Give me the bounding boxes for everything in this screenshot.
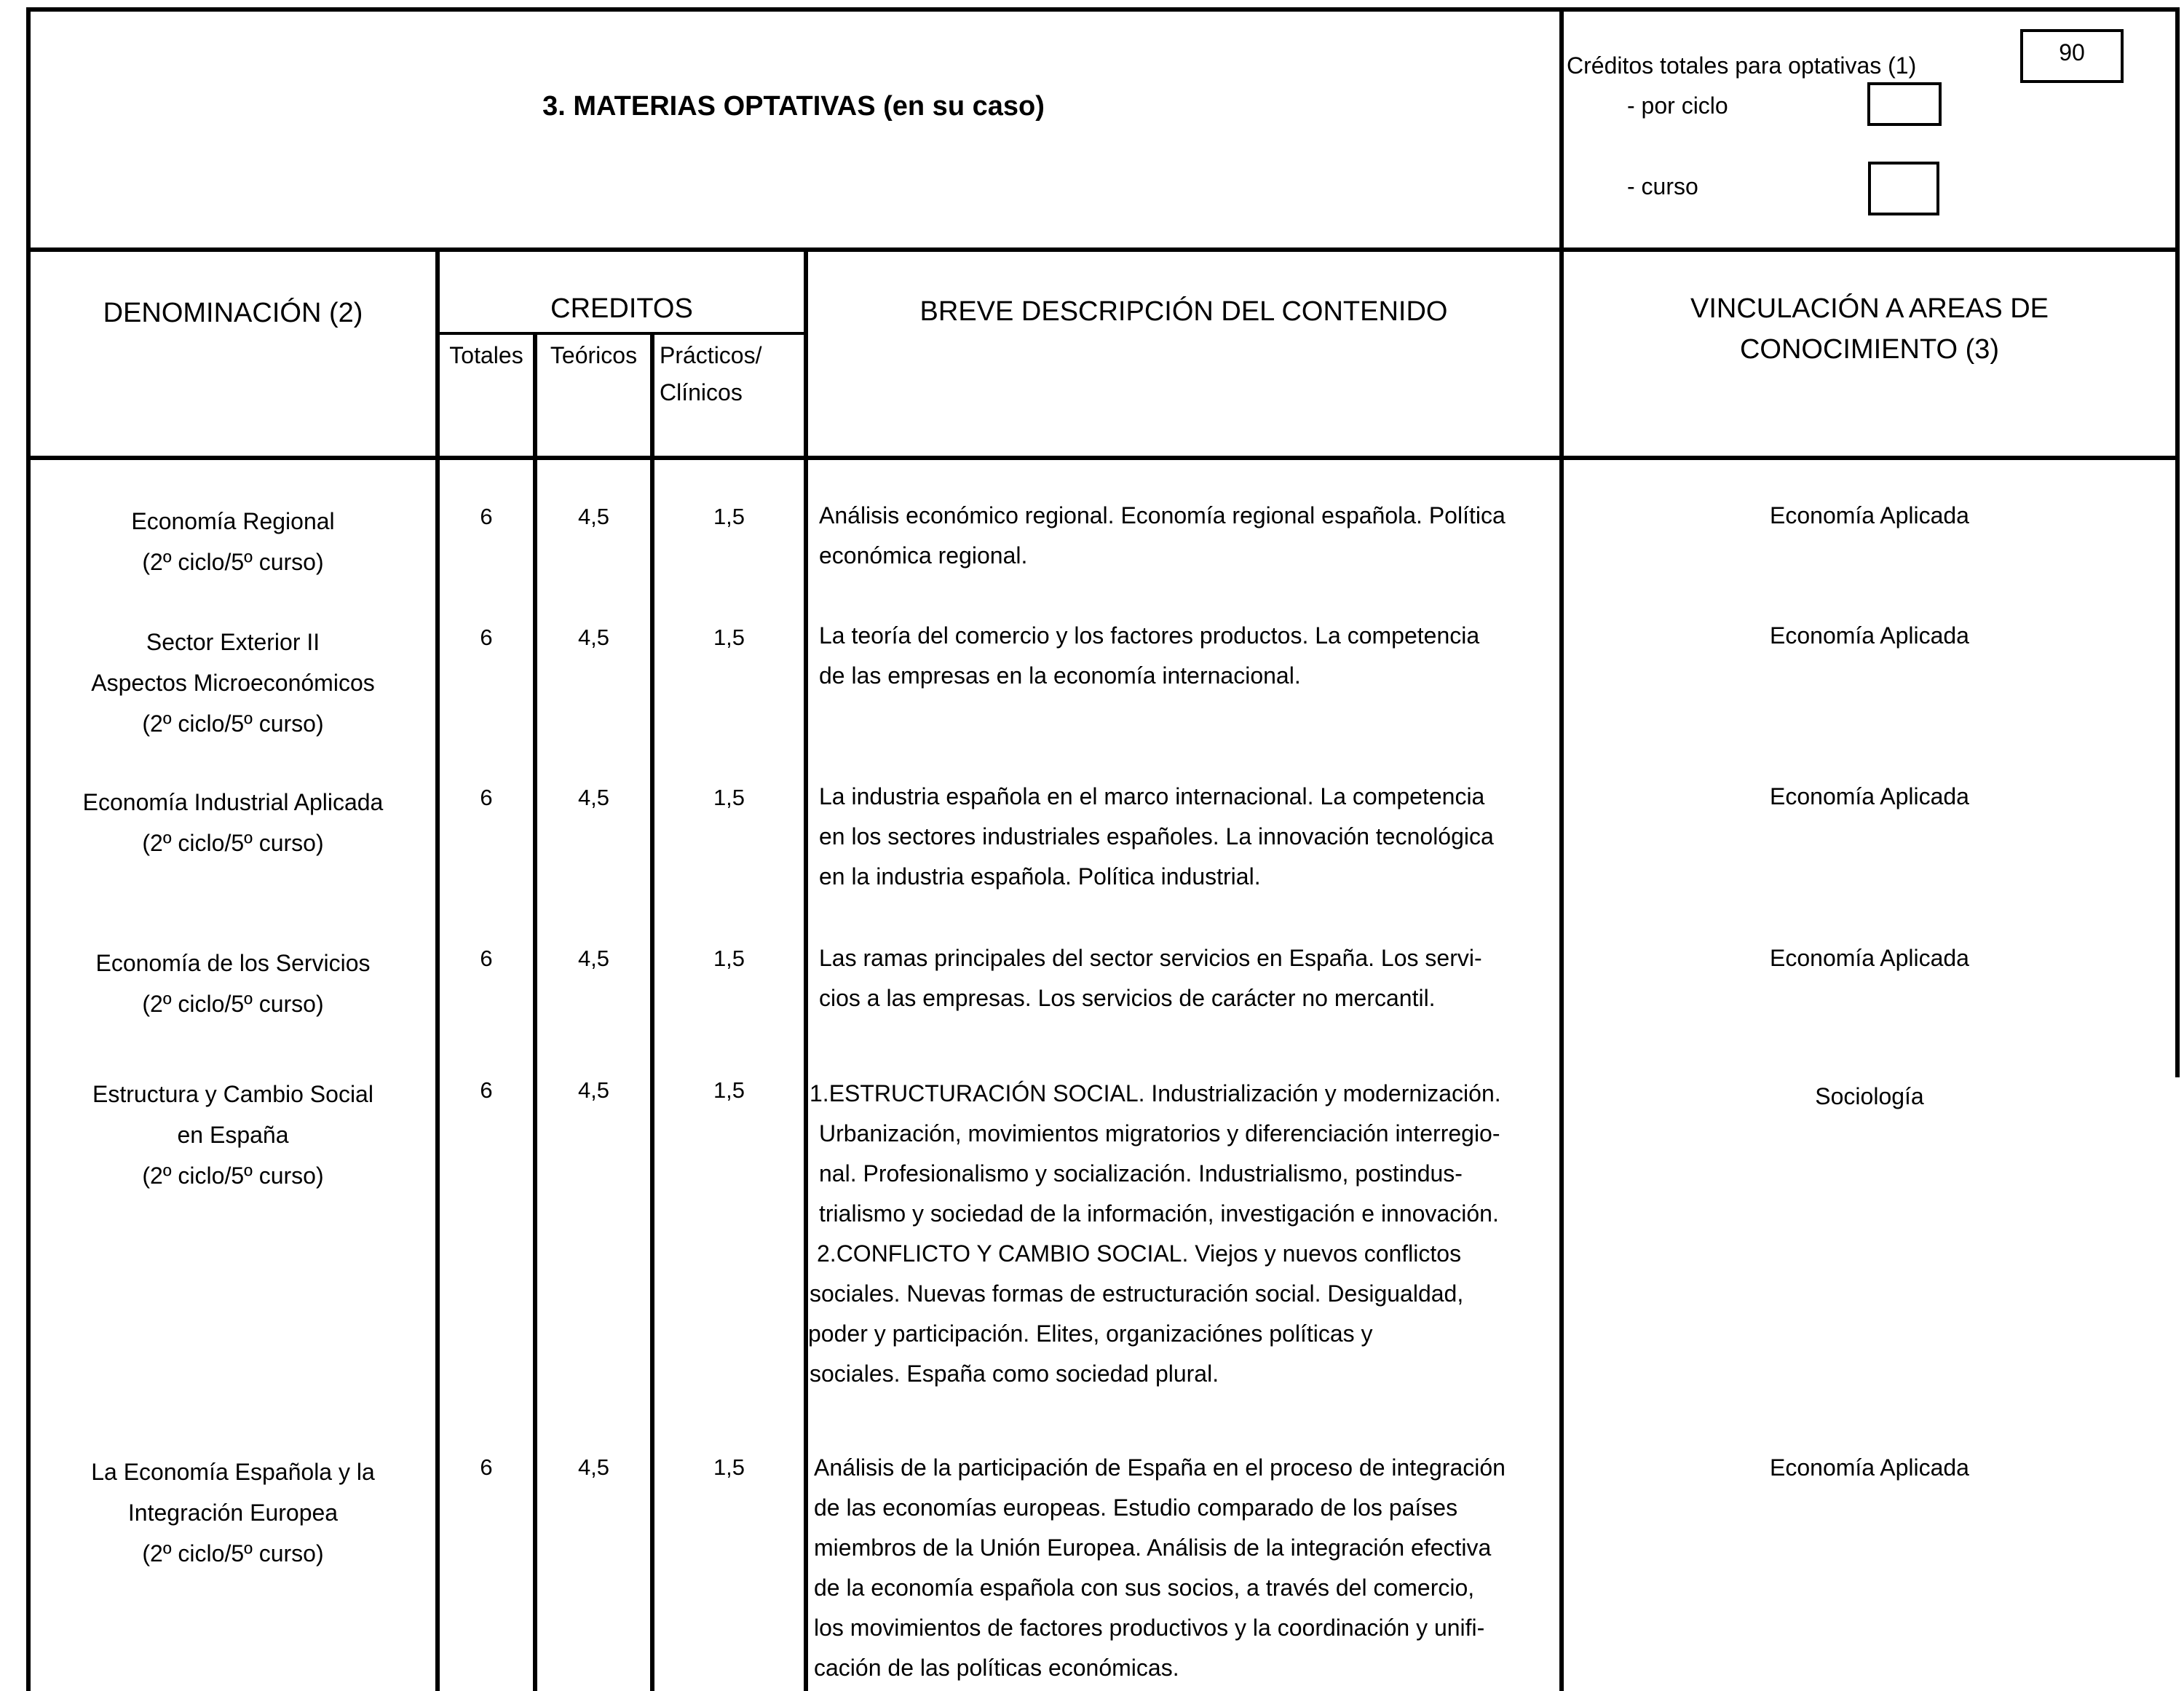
row-totales: 6	[480, 946, 493, 971]
row-desc-line: cios a las empresas. Los servicios de carácter no mercantil.	[819, 985, 1436, 1011]
practicos-header-line1: Prácticos/	[660, 342, 762, 368]
row-desc-line: miembros de la Unión Europea. Análisis de la integración efectiva	[814, 1534, 1492, 1561]
creditos-header: CREDITOS	[550, 293, 693, 324]
creditos-totales-value: 90	[2059, 39, 2085, 66]
row-name-line: (2º ciclo/5º curso)	[142, 710, 324, 737]
row-desc-line: La teoría del comercio y los factores productos. La competencia	[819, 622, 1480, 649]
row-desc-line: Las ramas principales del sector servicios en España. Los servi-	[819, 945, 1482, 971]
row-totales: 6	[480, 1077, 493, 1103]
row-name-line: Estructura y Cambio Social	[92, 1081, 373, 1107]
row-desc-line: La industria española en el marco internacional. La competencia	[819, 783, 1485, 809]
row-name-line: Economía Regional	[131, 508, 335, 534]
row-teoricos: 4,5	[577, 946, 610, 971]
row-practicos: 1,5	[713, 1077, 745, 1103]
row-name-line: (2º ciclo/5º curso)	[142, 1163, 324, 1189]
row-practicos: 1,5	[713, 946, 745, 971]
top-border	[26, 7, 2180, 12]
row-name-line: (2º ciclo/5º curso)	[142, 1540, 324, 1567]
row-desc-line: sociales. España como sociedad plural.	[810, 1361, 1219, 1387]
row-desc-line: cación de las políticas económicas.	[814, 1655, 1179, 1681]
row-totales: 6	[480, 504, 493, 529]
vinculacion-header-line1: VINCULACIÓN A AREAS DE	[1690, 293, 2049, 324]
row-name-line: Economía Industrial Aplicada	[82, 789, 384, 815]
curso-box	[1868, 162, 1939, 215]
row-name-line: Sector Exterior II	[146, 629, 320, 655]
practicos-header-line2: Clínicos	[660, 379, 743, 405]
row-name-line: (2º ciclo/5º curso)	[142, 830, 324, 856]
row-desc-line: económica regional.	[819, 542, 1028, 569]
row-name-line: Aspectos Microeconómicos	[91, 670, 375, 696]
row-desc-line: 1.ESTRUCTURACIÓN SOCIAL. Industrialización y modernización.	[810, 1080, 1501, 1106]
por-ciclo-label: - por ciclo	[1627, 92, 1728, 119]
row-name-line: (2º ciclo/5º curso)	[142, 549, 324, 575]
row-desc-line: de las empresas en la economía internacional.	[819, 662, 1301, 689]
row-name-line: (2º ciclo/5º curso)	[142, 991, 324, 1017]
row-name-line: La Economía Española y la	[91, 1459, 375, 1485]
row-teoricos: 4,5	[577, 785, 610, 810]
creditos-totales-box	[2020, 29, 2124, 83]
row-desc-line: poder y participación. Elites, organizaciónes políticas y	[808, 1320, 1373, 1347]
row-desc-line: de las economías europeas. Estudio comparado de los países	[814, 1494, 1458, 1521]
row-teoricos: 4,5	[577, 1077, 610, 1103]
row-area: Economía Aplicada	[1770, 622, 1969, 649]
column-header-bottom-border	[26, 456, 2180, 460]
section-title: 3. MATERIAS OPTATIVAS (en su caso)	[542, 91, 1045, 122]
row-totales: 6	[480, 625, 493, 650]
row-desc-line: de la economía española con sus socios, a través del comercio,	[814, 1575, 1475, 1601]
por-ciclo-box	[1867, 82, 1942, 126]
descripcion-header: BREVE DESCRIPCIÓN DEL CONTENIDO	[919, 296, 1448, 327]
header-divider	[26, 247, 2180, 252]
row-area: Economía Aplicada	[1770, 945, 1969, 971]
row-practicos: 1,5	[713, 504, 745, 529]
teoricos-header: Teóricos	[550, 342, 638, 368]
row-name-line: Economía de los Servicios	[95, 950, 371, 976]
curso-label: - curso	[1627, 173, 1698, 199]
col-divider-descripcion	[1559, 7, 1564, 1691]
row-desc-line: los movimientos de factores productivos y la coordinación y unifi-	[814, 1615, 1485, 1641]
row-area: Sociología	[1815, 1083, 1924, 1109]
row-teoricos: 4,5	[577, 1454, 610, 1480]
row-name-line: en España	[177, 1122, 289, 1148]
row-desc-line: Análisis económico regional. Economía regional española. Política	[819, 502, 1506, 528]
row-desc-line: 2.CONFLICTO Y CAMBIO SOCIAL. Viejos y nuevos conflictos	[817, 1240, 1462, 1267]
row-teoricos: 4,5	[577, 504, 610, 529]
denominacion-header: DENOMINACIÓN (2)	[103, 298, 363, 328]
row-area: Economía Aplicada	[1770, 1454, 1969, 1481]
creditos-totales-label: Créditos totales para optativas (1)	[1567, 52, 1917, 79]
row-practicos: 1,5	[713, 785, 745, 810]
row-desc-line: en la industria española. Política industrial.	[819, 863, 1261, 890]
row-area: Economía Aplicada	[1770, 502, 1969, 528]
col-divider-creditos	[804, 249, 808, 1691]
row-desc-line: nal. Profesionalismo y socialización. Industrialismo, postindus-	[819, 1160, 1463, 1187]
row-desc-line: sociales. Nuevas formas de estructuración social. Desigualdad,	[810, 1280, 1464, 1307]
right-border	[2175, 7, 2180, 1077]
vinculacion-header-line2: CONOCIMIENTO (3)	[1739, 334, 2000, 365]
row-teoricos: 4,5	[577, 625, 610, 650]
row-desc-line: en los sectores industriales españoles. La innovación tecnológica	[819, 823, 1494, 850]
row-desc-line: Urbanización, movimientos migratorios y diferenciación interregio-	[819, 1120, 1500, 1147]
totales-header: Totales	[449, 342, 523, 368]
row-area: Economía Aplicada	[1770, 783, 1969, 809]
row-practicos: 1,5	[713, 625, 745, 650]
row-totales: 6	[480, 785, 493, 810]
row-totales: 6	[480, 1454, 493, 1480]
row-name-line: Integración Europea	[127, 1500, 339, 1526]
row-practicos: 1,5	[713, 1454, 745, 1480]
row-desc-line: Análisis de la participación de España en el proceso de integración	[814, 1454, 1506, 1481]
row-desc-line: trialismo y sociedad de la información, investigación e innovación.	[819, 1200, 1499, 1227]
